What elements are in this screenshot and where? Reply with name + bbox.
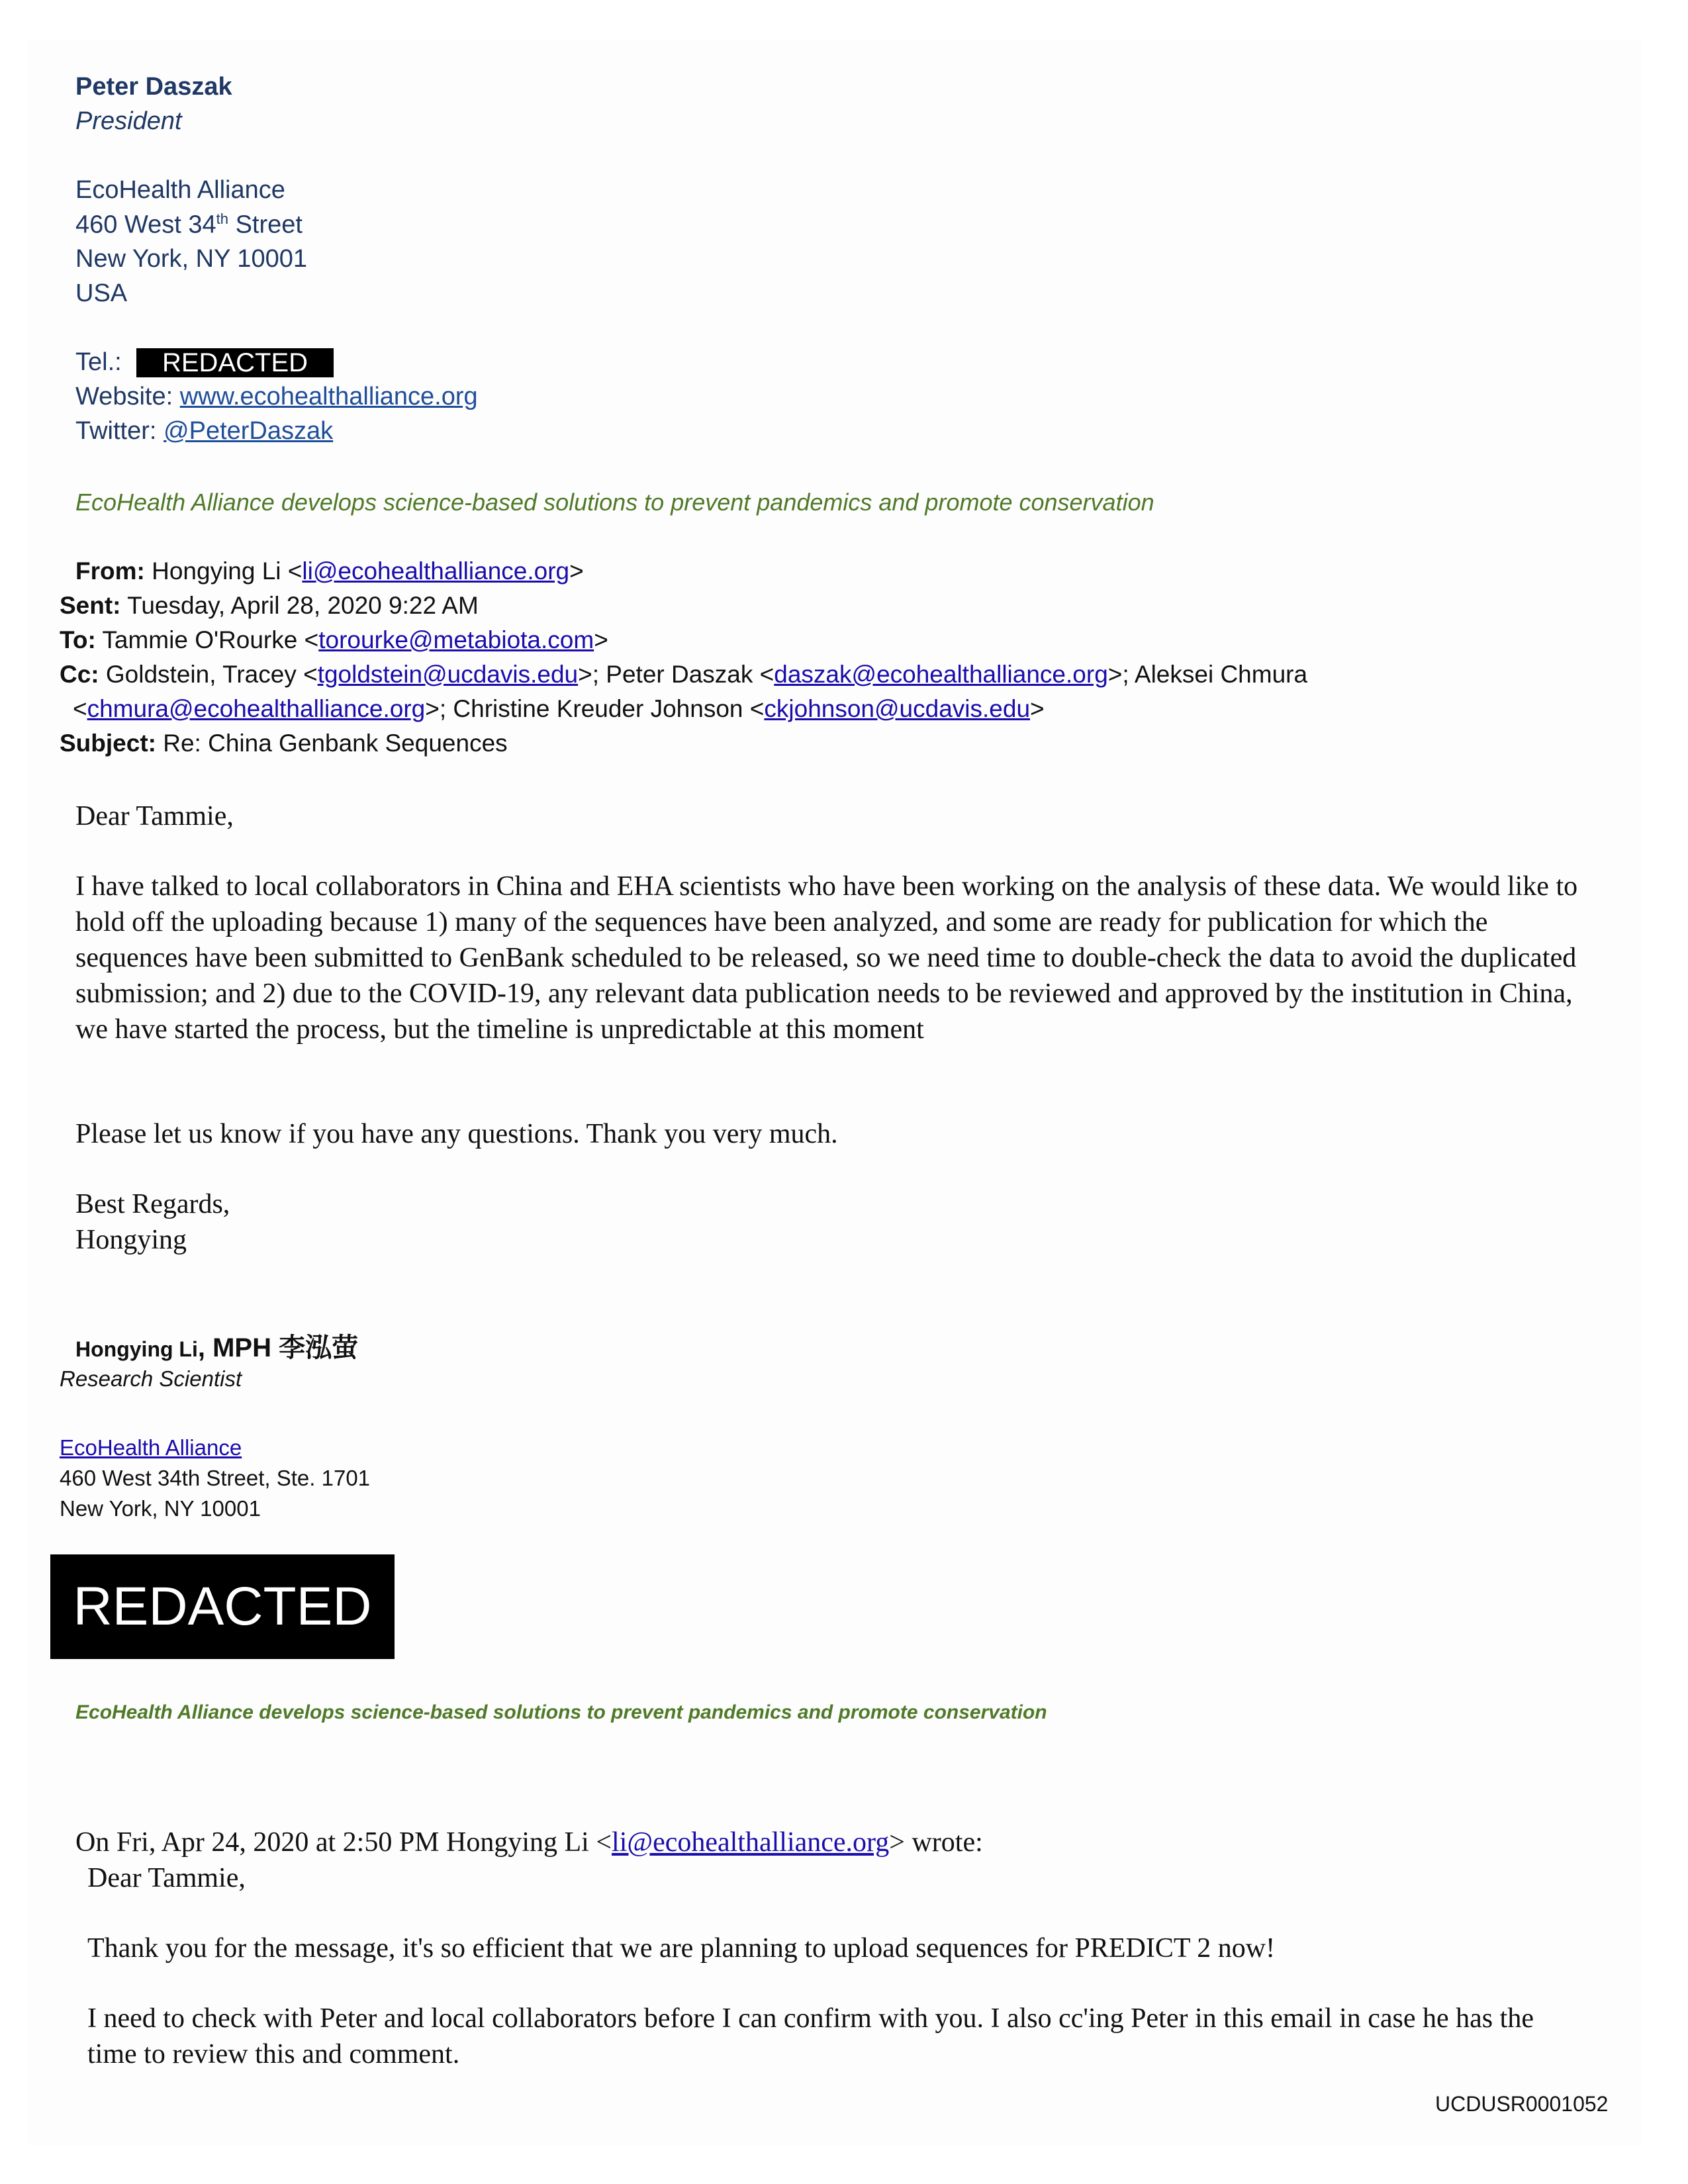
sig1-address-country: USA xyxy=(75,279,128,307)
header-to: To: Tammie O'Rourke <torourke@metabiota.com> xyxy=(60,626,608,653)
sig2-name: Hongying Li xyxy=(75,1337,198,1361)
sig1-website-label: Website: xyxy=(75,383,173,410)
sig2-credential: , MPH 李泓萤 xyxy=(197,1333,359,1362)
sig2-name-line xyxy=(75,1327,358,1364)
body-paragraph-1: I have talked to local collaborators in China and EHA scientists who have been working on the analysis of these data. We would like to hold off the uploading because 1) many of the sequences have been analyzed, and some are ready for publication for which the sequences have been submitted to GenBank scheduled to be released, so we need time to double-check the data to avoid the duplicated submission; and 2) due to the COVID-19, any relevant data publication needs to be reviewed and approved by the institution in China, we have started the process, but the timeline is unpredictable at this moment xyxy=(75,871,1578,1045)
sig1-twitter-line xyxy=(75,417,333,446)
sig1-address-street: 460 West 34th Street xyxy=(75,211,303,239)
sig2-title: Research Scientist xyxy=(60,1366,242,1391)
header-from: From: Hongying Li <li@ecohealthalliance.org> xyxy=(75,557,584,585)
cc-email-chmura-link[interactable]: chmura@ecohealthalliance.org xyxy=(87,695,426,722)
header-cc-line2: <chmura@ecohealthalliance.org>; Christine Kreuder Johnson <ckjohnson@ucdavis.edu> xyxy=(73,695,1045,722)
sig2-org-link[interactable]: EcoHealth Alliance xyxy=(60,1435,242,1460)
sig1-address-city: New York, NY 10001 xyxy=(75,245,307,273)
cc-email-daszak-link[interactable]: daszak@ecohealthalliance.org xyxy=(774,661,1108,688)
cc-email-johnson-link[interactable]: ckjohnson@ucdavis.edu xyxy=(764,695,1031,722)
cc-email-goldstein-link[interactable]: tgoldstein@ucdavis.edu xyxy=(317,661,579,688)
sig1-title: President xyxy=(75,107,182,135)
header-subject: Subject: Re: China Genbank Sequences xyxy=(60,730,508,757)
body-signoff: Hongying xyxy=(75,1225,187,1255)
bates-number: UCDUSR0001052 xyxy=(1435,2092,1609,2116)
header-cc-line1: Cc: Goldstein, Tracey <tgoldstein@ucdavis.edu>; Peter Daszak <daszak@ecohealthalliance.org>; Aleksei Chmura xyxy=(60,661,1308,688)
sig1-org: EcoHealth Alliance xyxy=(75,176,285,204)
sig1-website-line xyxy=(75,383,478,411)
sig2-address-street: 460 West 34th Street, Ste. 1701 xyxy=(60,1466,371,1490)
quoted-intro: On Fri, Apr 24, 2020 at 2:50 PM Hongying Li <li@ecohealthalliance.org> wrote: xyxy=(75,1827,983,1858)
sig2-address-city: New York, NY 10001 xyxy=(60,1496,261,1521)
from-email-link[interactable]: li@ecohealthalliance.org xyxy=(302,557,570,585)
sig1-website-link[interactable]: www.ecohealthalliance.org xyxy=(179,383,478,410)
sig1-twitter-link[interactable]: @PeterDaszak xyxy=(164,417,334,445)
sig1-tagline: EcoHealth Alliance develops science-based solutions to prevent pandemics and promote conservation xyxy=(75,489,1154,516)
to-email-link[interactable]: torourke@metabiota.com xyxy=(318,626,594,653)
quoted-email-link[interactable]: li@ecohealthalliance.org xyxy=(612,1827,890,1858)
body-closing: Best Regards, xyxy=(75,1189,230,1219)
sig1-name: Peter Daszak xyxy=(75,73,232,101)
sig1-tel-label: Tel.: xyxy=(75,348,122,376)
sig2-contact-redaction: REDACTED xyxy=(50,1554,395,1659)
body-greeting: Dear Tammie, xyxy=(75,801,234,831)
sig1-twitter-label: Twitter: xyxy=(75,417,157,445)
sig1-tel-redaction: REDACTED xyxy=(136,348,334,377)
quoted-paragraph-2: I need to check with Peter and local collaborators before I can confirm with you. I also cc'ing Peter in this email in case he has the time to review this and comment. xyxy=(87,2003,1534,2069)
body-paragraph-2: Please let us know if you have any questions. Thank you very much. xyxy=(75,1119,838,1149)
header-sent: Sent: Tuesday, April 28, 2020 9:22 AM xyxy=(60,592,479,619)
quoted-paragraph-1: Thank you for the message, it's so efficient that we are planning to upload sequences for PREDICT 2 now! xyxy=(87,1933,1276,1964)
sig2-tagline: EcoHealth Alliance develops science-based solutions to prevent pandemics and promote conservation xyxy=(75,1701,1047,1723)
quoted-greeting: Dear Tammie, xyxy=(87,1863,246,1893)
